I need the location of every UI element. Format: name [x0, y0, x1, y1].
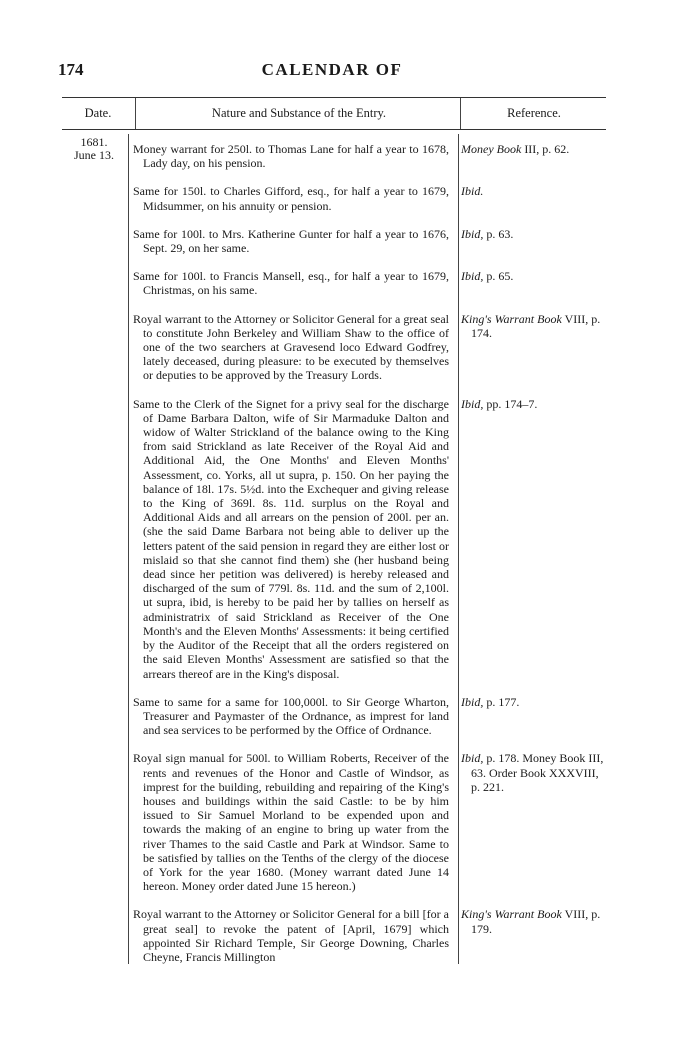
- reference-detail: VIII, p. 174.: [471, 311, 601, 340]
- reference-detail: p. 63.: [483, 226, 514, 241]
- reference-source: King's Warrant Book: [461, 311, 562, 326]
- reference-source: King's Warrant Book: [461, 907, 562, 922]
- entry-date: [62, 136, 126, 162]
- list-item: [133, 312, 607, 383]
- entry-day: June 13.: [74, 148, 114, 162]
- page-number: 174: [58, 60, 84, 79]
- reference-detail: p. 177.: [483, 694, 520, 709]
- reference-detail: p. 178. Money Book III, 63. Order Book XXXVIII, p. 221.: [471, 751, 604, 794]
- entry-reference: [461, 312, 607, 383]
- reference-detail: pp. 174–7.: [483, 396, 538, 411]
- list-item: [133, 184, 607, 212]
- entry-text: Royal warrant to the Attorney or Solicitor General for a bill [for a great seal] to revoke the patent of [April, 1679] which appointed Sir Richard Temple, Sir George Downing, Charles Cheyne, Francis Millington: [133, 907, 449, 964]
- entry-list: [133, 142, 607, 978]
- entry-reference: [461, 227, 607, 255]
- list-item: [133, 142, 607, 170]
- entry-reference: [461, 397, 607, 681]
- entry-reference: [461, 142, 607, 170]
- column-divider-date: [128, 134, 129, 964]
- reference-detail: p. 65.: [483, 269, 514, 284]
- entry-text: Same for 100l. to Francis Mansell, esq., for half a year to 1679, Christmas, on his same.: [133, 269, 449, 298]
- reference-source: Ibid,: [461, 751, 484, 766]
- entry-text: Royal sign manual for 500l. to William Roberts, Receiver of the rents and revenues of the Honor and Castle of Windsor, as imprest for the building, rebuilding and repairing of the King's houses and buildings within the said Castle: to be by him issued to Sir Samuel Morland to be expended upon and towards the making of an engine to bring up water from the river Thames to the said Castle and Park at Windsor. Same to be satisfied by tallies on the Tenths of the clergy of the diocese of York for the year 1680. (Money warrant dated June 14 hereon. Money order dated June 15 hereon.): [133, 751, 449, 894]
- entry-text: Same for 100l. to Mrs. Katherine Gunter for half a year to 1676, Sept. 29, on her same.: [133, 226, 449, 256]
- reference-detail: VIII, p. 179.: [471, 907, 601, 936]
- list-item: [133, 227, 607, 255]
- entry-reference: [461, 269, 607, 297]
- reference-source: Ibid,: [461, 396, 484, 411]
- reference-source: Ibid.: [461, 184, 484, 199]
- entry-text: Money warrant for 250l. to Thomas Lane for half a year to 1678, Lady day, on his pension.: [133, 142, 449, 171]
- table-header-rule: [62, 129, 606, 130]
- page-header: [58, 60, 606, 84]
- entry-text: Same to same for a same for 100,000l. to Sir George Wharton, Treasurer and Paymaster of the Ordnance, as imprest for land and sea services to be performed by the Office of Ordnance.: [133, 694, 449, 738]
- page-title: CALENDAR OF: [261, 60, 403, 79]
- list-item: [133, 751, 607, 893]
- list-item: [133, 269, 607, 297]
- reference-source: Ibid,: [461, 269, 484, 284]
- entry-reference: [461, 184, 607, 212]
- list-item: [133, 695, 607, 738]
- entry-year: 1681.: [80, 135, 108, 149]
- entry-reference: [461, 751, 607, 893]
- entry-reference: [461, 695, 607, 738]
- column-header-nature: Nature and Substance of the Entry.: [211, 106, 387, 120]
- column-header-date: Date.: [84, 106, 112, 120]
- reference-detail: III, p. 62.: [521, 142, 570, 156]
- entry-text: Same to the Clerk of the Signet for a privy seal for the discharge of Dame Barbara Dalton, wife of Sir Marmaduke Dalton and widow of Walter Strickland of the balance owing to the King from said Strickland as late Receiver of the Royal Aid and Additional Aid, the One Months' and Eleven Months' Assessment, co. Yorks, all ut supra, p. 150. On her paying the balance of 18l. 17s. 5½d. into the Exchequer and giving release to the King of 369l. 8s. 11d. surplus on the Royal and Additional Aids and all arrears on the pension of 200l. per an. (she the said Dame Barbara not being able to deliver up the letters patent of the said pension in regard they are either lost or mislaid so that she cannot find them) she (her husband being dead since her petition was delivered) is hereby released and discharged of the sum of 779l. 8s. 11d. and the sum of 2,100l. ut supra, ibid, is hereby to be paid her by tallies on herself as administratrix of said Strickland as Receiver of the One Month's and the Eleven Months' Assessments: it being certified by the Auditor of the Receipt that all the orders registered on the said Eleven Months' Assessment are satisfied so that the arrears thereof are in the King's disposal.: [133, 396, 449, 681]
- column-header-reference: Reference.: [507, 106, 561, 120]
- reference-source: Ibid,: [461, 226, 484, 241]
- reference-source: Ibid,: [461, 694, 484, 709]
- reference-source: Money Book: [461, 142, 522, 156]
- table-top-rule: [62, 97, 606, 98]
- entry-text: Royal warrant to the Attorney or Solicitor General for a great seal to constitute John Berkeley and William Shaw to the office of one of the two searchers at Gravesend loco Edward Godfrey, lately deceased, during pleasure: to be executed by themselves or deputies to be approved by the Treasury Lords.: [133, 311, 449, 383]
- entry-text: Same for 150l. to Charles Gifford, esq., for half a year to 1679, Midsummer, on his annuity or pension.: [133, 184, 449, 213]
- list-item: [133, 907, 607, 964]
- list-item: [133, 397, 607, 681]
- entry-reference: [461, 907, 607, 964]
